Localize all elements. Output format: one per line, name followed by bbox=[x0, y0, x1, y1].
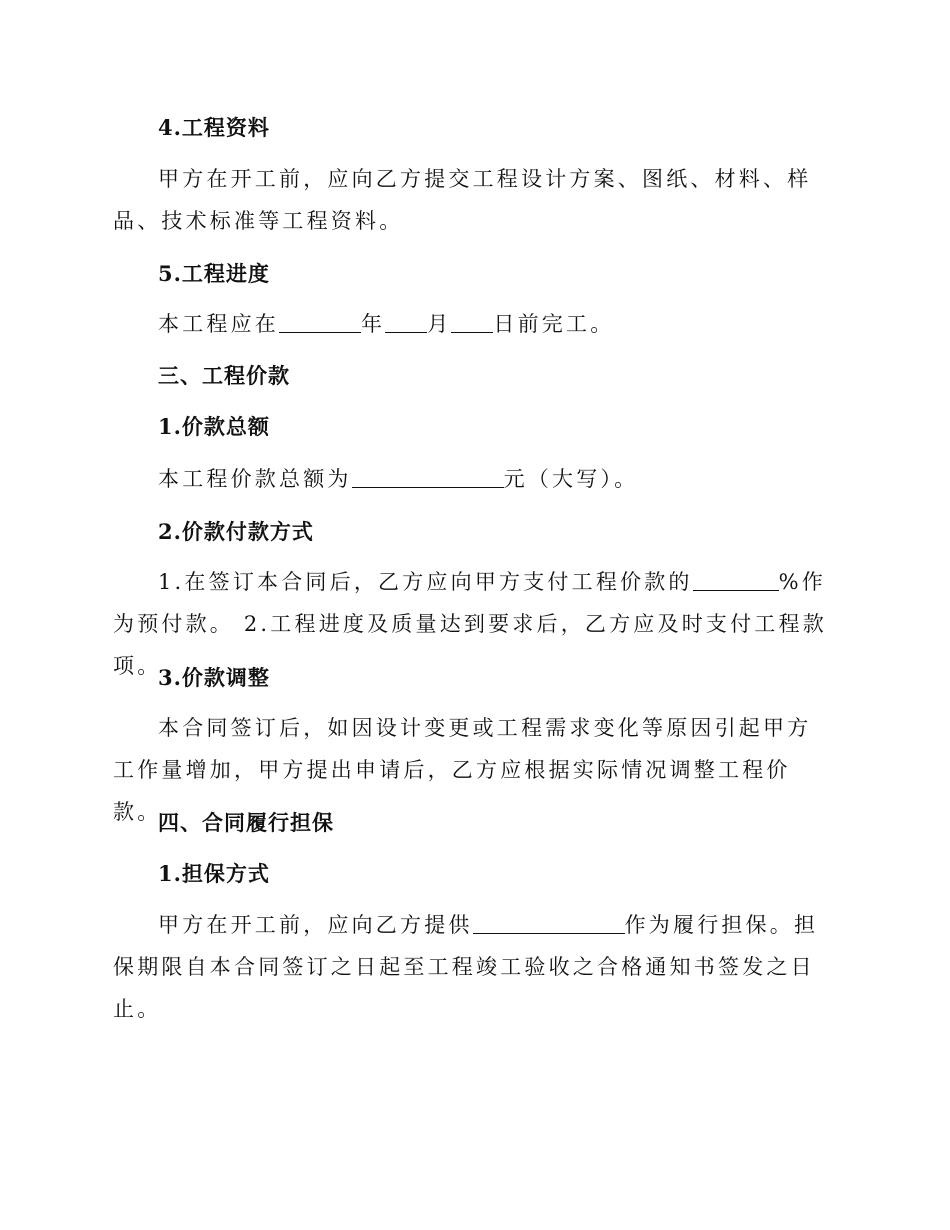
heading-project-price: 三、工程价款 bbox=[158, 363, 290, 388]
progress-text-end: 日前完工。 bbox=[493, 312, 615, 336]
paragraph-engineering-progress bbox=[113, 303, 833, 345]
blank-completion-year[interactable] bbox=[279, 310, 361, 333]
progress-text-start: 本工程应在 bbox=[158, 312, 279, 336]
paragraph-guarantee-method bbox=[113, 904, 833, 1030]
guarantee-text-end: 作为履行担保。担保期限自本合同签订之日起至工程竣工验收之合格通知书签发之日止。 bbox=[113, 913, 819, 1021]
heading-price-adjustment: 3.价款调整 bbox=[158, 665, 270, 690]
progress-text-month: 月 bbox=[427, 312, 452, 336]
total-text-end: 元（大写）。 bbox=[503, 467, 639, 491]
heading-price-total: 1.价款总额 bbox=[158, 414, 270, 439]
blank-completion-day[interactable] bbox=[451, 310, 493, 333]
blank-total-amount[interactable] bbox=[352, 465, 504, 488]
heading-guarantee-method: 1.担保方式 bbox=[158, 861, 270, 886]
payment-text-start: 1.在签订本合同后，乙方应向甲方支付工程价款的 bbox=[158, 570, 693, 594]
blank-completion-month[interactable] bbox=[385, 310, 427, 333]
heading-engineering-progress: 5.工程进度 bbox=[158, 261, 270, 286]
progress-text-year: 年 bbox=[361, 312, 386, 336]
paragraph-price-total bbox=[113, 458, 833, 500]
blank-prepayment-percent[interactable] bbox=[693, 568, 779, 591]
total-text-start: 本工程价款总额为 bbox=[158, 467, 352, 491]
guarantee-text-start: 甲方在开工前，应向乙方提供 bbox=[158, 913, 473, 937]
payment-text-end: %作为预付款。 2.工程进度及质量达到要求后，乙方应及时支付工程款项。 bbox=[113, 570, 827, 678]
heading-engineering-materials: 4.工程资料 bbox=[158, 115, 270, 140]
heading-payment-method: 2.价款付款方式 bbox=[158, 519, 314, 544]
heading-performance-guarantee: 四、合同履行担保 bbox=[158, 810, 334, 835]
paragraph-engineering-materials: 甲方在开工前，应向乙方提交工程设计方案、图纸、材料、样品、技术标准等工程资料。 bbox=[113, 167, 812, 233]
blank-guarantee-item[interactable] bbox=[473, 911, 625, 934]
paragraph-price-adjustment: 本合同签订后，如因设计变更或工程需求变化等原因引起甲方工作量增加，甲方提出申请后，乙方应根据实际情况调整工程价款。 bbox=[113, 716, 812, 824]
